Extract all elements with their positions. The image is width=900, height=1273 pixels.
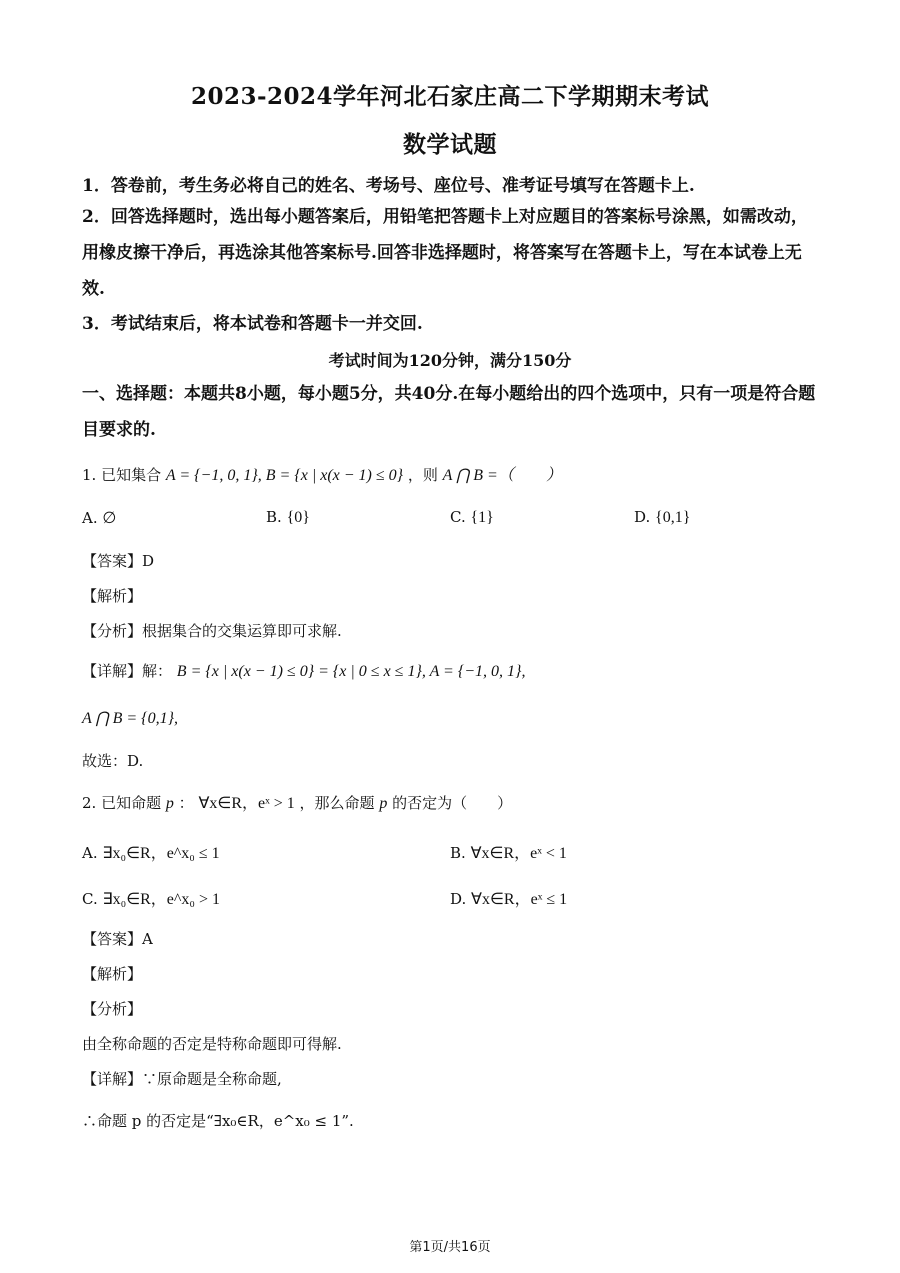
instruction-3: 3．考试结束后，将本试卷和答题卡一并交回. — [82, 314, 423, 334]
option-value: ∃x₀∈R，e^x₀ ≤ 1 — [102, 845, 220, 862]
option-label: D. — [634, 508, 651, 526]
q2-fenxi-text: 由全称命题的否定是特称命题即可得解. — [82, 1035, 342, 1053]
q1-option-d — [634, 508, 690, 527]
question-2-suffix2: 的否定为（ ） — [392, 794, 513, 812]
section-heading: 一、选择题：本题共8小题，每小题5分，共40分.在每小题给出的四个选项中，只有一项是符合题目要求的. — [82, 384, 816, 440]
q2-option-d — [450, 886, 567, 909]
question-2-stmt: ∀x∈R，eˣ > 1 — [198, 795, 295, 812]
q1-fenxi: 【分析】根据集合的交集运算即可求解. — [82, 622, 342, 640]
option-value: {0} — [286, 509, 310, 526]
question-1-suffix: ，则 — [407, 466, 438, 484]
option-value: {0,1} — [655, 509, 691, 526]
option-label: C. — [450, 508, 466, 526]
question-2 — [82, 790, 822, 813]
q2-option-b — [450, 840, 567, 863]
question-1 — [82, 462, 822, 485]
q2-option-c — [82, 886, 220, 909]
q1-detail-prefix: 【详解】解： — [82, 662, 173, 680]
option-label: B. — [266, 508, 282, 526]
option-label: D. — [450, 890, 467, 908]
option-value: ∅ — [102, 510, 117, 527]
q2-fenxi: 【分析】 — [82, 1000, 143, 1018]
question-2-mid: ： — [178, 794, 194, 812]
document-subtitle: 数学试题 — [403, 131, 497, 158]
option-value: {1} — [470, 509, 494, 526]
exam-info: 考试时间为120分钟，满分150分 — [328, 351, 572, 370]
option-label: A. — [82, 509, 98, 527]
q1-option-c — [450, 508, 494, 527]
question-1-prefix: 1. 已知集合 — [82, 466, 162, 484]
q1-answer: 【答案】D — [82, 552, 155, 570]
q1-option-a — [82, 508, 116, 528]
question-1-math: A = {−1, 0, 1}, B = {x | x(x − 1) ≤ 0} — [165, 467, 404, 484]
instruction-1: 1．答卷前，考生务必将自己的姓名、考场号、座位号、准考证号填写在答题卡上. — [82, 176, 695, 196]
q1-option-b — [266, 508, 310, 527]
option-value: ∃x₀∈R，e^x₀ > 1 — [102, 891, 221, 908]
q1-detail-2 — [82, 708, 822, 728]
question-2-p2: p — [379, 795, 388, 812]
q1-analysis-tag: 【解析】 — [82, 587, 143, 605]
q2-analysis-tag: 【解析】 — [82, 965, 143, 983]
q1-choose: 故选：D. — [82, 752, 144, 770]
option-value: ∀x∈R，eˣ < 1 — [470, 845, 567, 862]
option-label: B. — [450, 844, 466, 862]
option-label: A. — [82, 844, 98, 862]
question-2-suffix: ，那么命题 — [299, 794, 375, 812]
q1-detail — [82, 660, 822, 681]
q2-conclusion: ∴命题 p 的否定是“∃x₀∈R，e^x₀ ≤ 1”. — [82, 1112, 354, 1130]
instruction-2: 2．回答选择题时，选出每小题答案后，用铅笔把答题卡上对应题目的答案标号涂黑，如需改动，用橡皮擦干净后，再选涂其他答案标号.回答非选择题时，将答案写在答题卡上，写在本试卷上无效. — [82, 207, 808, 299]
option-label: C. — [82, 890, 98, 908]
q1-detail-math-2: A ⋂ B = {0,1}, — [82, 710, 178, 727]
question-2-p: p — [165, 795, 174, 812]
question-1-ask: A ⋂ B =（ ） — [442, 467, 562, 484]
document-title: 2023-2024学年河北石家庄高二下学期期末考试 — [190, 83, 710, 110]
option-value: ∀x∈R，eˣ ≤ 1 — [471, 891, 568, 908]
q1-detail-math: B = {x | x(x − 1) ≤ 0} = {x | 0 ≤ x ≤ 1}, A = {−1, 0, 1}, — [176, 663, 526, 680]
q2-option-a — [82, 840, 220, 863]
q2-detail: 【详解】∵原命题是全称命题, — [82, 1070, 282, 1088]
page-footer: 第1页/共16页 — [409, 1240, 491, 1255]
question-2-prefix: 2. 已知命题 — [82, 794, 162, 812]
q2-answer: 【答案】A — [82, 930, 153, 948]
